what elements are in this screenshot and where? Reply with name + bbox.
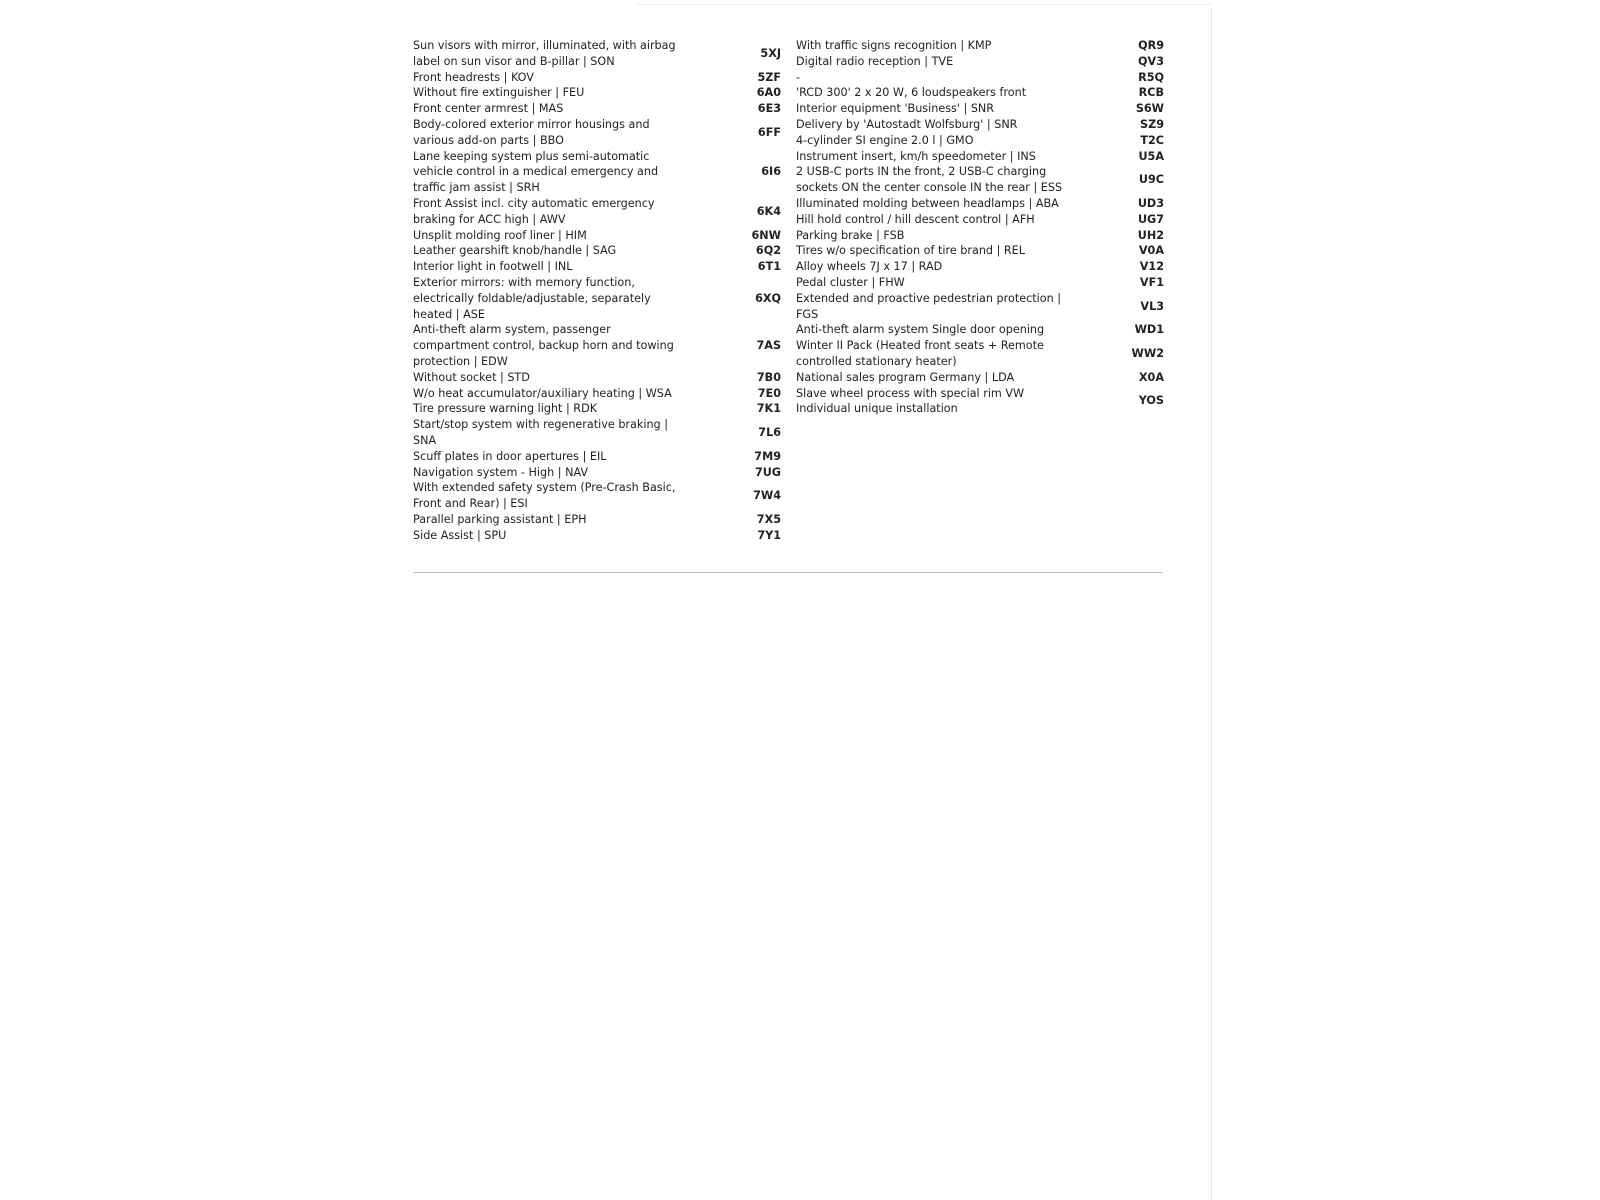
- list-item: [413, 370, 781, 386]
- list-item: [413, 322, 781, 369]
- item-description: W/o heat accumulator/auxiliary heating | WSA: [413, 386, 672, 400]
- item-code: 5XJ: [760, 46, 781, 60]
- item-description: -: [796, 70, 801, 84]
- list-item: [413, 275, 781, 322]
- item-description: Leather gearshift knob/handle | SAG: [413, 244, 617, 258]
- item-code: VF1: [1139, 275, 1164, 289]
- item-description: Parking brake | FSB: [796, 228, 905, 242]
- item-description: Winter II Pack (Heated front seats + Remote controlled stationary heater): [796, 339, 1044, 368]
- list-item: [413, 149, 781, 196]
- list-item: [413, 70, 781, 86]
- item-code: 7AS: [756, 339, 781, 353]
- item-description: Start/stop system with regenerative braking | SNA: [413, 418, 668, 447]
- item-description: Instrument insert, km/h speedometer | INS: [796, 149, 1036, 163]
- item-code: 7B0: [756, 370, 781, 384]
- item-code: 7E0: [757, 386, 781, 400]
- item-code: T2C: [1140, 133, 1164, 147]
- list-item: [796, 322, 1164, 338]
- item-code: V12: [1139, 260, 1164, 274]
- equipment-list-right: [796, 38, 1164, 417]
- item-description: Digital radio reception | TVE: [796, 54, 954, 68]
- item-code: U9C: [1138, 173, 1164, 187]
- item-description: Slave wheel process with special rim VW Individual unique installation: [796, 386, 1025, 416]
- page-right-edge: [1211, 8, 1212, 1200]
- item-code: 7X5: [756, 512, 781, 526]
- item-code: 7UG: [754, 465, 781, 479]
- list-item: [413, 196, 781, 228]
- list-item: [796, 338, 1164, 370]
- item-code: 7M9: [754, 449, 781, 463]
- list-item: [796, 117, 1164, 133]
- list-item: [796, 164, 1164, 196]
- item-code: VL3: [1140, 299, 1164, 313]
- item-description: Body-colored exterior mirror housings and various add-on parts | BBO: [413, 117, 650, 147]
- item-code: V0A: [1138, 244, 1164, 258]
- item-description: Anti-theft alarm system, passenger compartment control, backup horn and towing protection | EDW: [413, 323, 674, 368]
- item-description: Front Assist incl. city automatic emergency braking for ACC high | AWV: [413, 196, 655, 226]
- list-item: [413, 512, 781, 528]
- item-description: Scuff plates in door apertures | EIL: [413, 449, 607, 463]
- list-item: [413, 117, 781, 149]
- item-code: 6XQ: [755, 291, 781, 305]
- item-description: 2 USB-C ports IN the front, 2 USB-C charging sockets ON the center console IN the rear | ESS: [796, 165, 1063, 195]
- item-code: UG7: [1137, 212, 1164, 226]
- item-code: YOS: [1138, 394, 1164, 408]
- list-item: [796, 259, 1164, 275]
- item-description: Pedal cluster | FHW: [796, 275, 905, 289]
- item-description: Interior equipment 'Business' | SNR: [796, 102, 995, 116]
- item-description: Exterior mirrors: with memory function, electrically foldable/adjustable, separately heated | ASE: [413, 275, 651, 321]
- item-code: U5A: [1138, 149, 1164, 163]
- item-description: Extended and proactive pedestrian protection | FGS: [796, 291, 1062, 321]
- item-code: 6NW: [751, 228, 781, 242]
- item-code: 6I6: [761, 165, 781, 179]
- item-description: Navigation system - High | NAV: [413, 465, 589, 479]
- item-code: 7W4: [753, 489, 781, 503]
- item-code: 7K1: [756, 402, 781, 416]
- item-code: 6E3: [757, 102, 781, 116]
- item-description: Lane keeping system plus semi-automatic vehicle control in a medical emergency and traffic jam assist | SRH: [413, 149, 659, 195]
- item-description: Side Assist | SPU: [413, 528, 507, 542]
- item-code: UD3: [1137, 196, 1164, 210]
- list-item: [796, 149, 1164, 165]
- item-description: With traffic signs recognition | KMP: [796, 39, 992, 52]
- list-item: [413, 465, 781, 481]
- item-description: Tires w/o specification of tire brand | REL: [796, 244, 1025, 258]
- list-item: [796, 54, 1164, 70]
- list-item: [796, 101, 1164, 117]
- item-description: With extended safety system (Pre-Crash Basic, Front and Rear) | ESI: [413, 481, 676, 511]
- item-description: Delivery by 'Autostadt Wolfsburg' | SNR: [796, 117, 1018, 131]
- item-code: WD1: [1134, 323, 1164, 337]
- item-description: Without socket | STD: [413, 370, 530, 384]
- list-item: [796, 85, 1164, 101]
- item-description: Interior light in footwell | INL: [413, 260, 573, 274]
- list-item: [796, 133, 1164, 149]
- list-item: [796, 70, 1164, 86]
- divider: [413, 572, 1163, 573]
- item-description: Alloy wheels 7J x 17 | RAD: [796, 260, 943, 274]
- list-item: [413, 101, 781, 117]
- list-item: [413, 449, 781, 465]
- item-description: Hill hold control / hill descent control | AFH: [796, 212, 1035, 226]
- list-item: [413, 417, 781, 449]
- list-item: [796, 243, 1164, 259]
- list-item: [796, 370, 1164, 386]
- item-code: QR9: [1138, 39, 1164, 52]
- item-code: S6W: [1135, 102, 1164, 116]
- item-code: UH2: [1137, 228, 1164, 242]
- page-top-edge: [636, 4, 1212, 5]
- list-item: [796, 212, 1164, 228]
- item-code: 5ZF: [757, 70, 781, 84]
- item-code: 6T1: [757, 260, 781, 274]
- list-item: [796, 196, 1164, 212]
- list-item: [413, 85, 781, 101]
- item-description: Front center armrest | MAS: [413, 102, 564, 116]
- list-item: [413, 228, 781, 244]
- list-item: [796, 38, 1164, 54]
- item-description: Unsplit molding roof liner | HIM: [413, 228, 587, 242]
- item-code: X0A: [1138, 370, 1164, 384]
- item-description: 'RCD 300' 2 x 20 W, 6 loudspeakers front: [796, 86, 1027, 100]
- item-description: Front headrests | KOV: [413, 70, 534, 84]
- item-code: SZ9: [1140, 117, 1164, 131]
- item-description: Sun visors with mirror, illuminated, with airbag label on sun visor and B-pillar | SON: [413, 39, 676, 68]
- item-code: 6K4: [756, 204, 781, 218]
- equipment-list-left: [413, 38, 781, 544]
- item-code: 6A0: [756, 86, 781, 100]
- list-item: [796, 386, 1164, 418]
- list-item: [413, 386, 781, 402]
- list-item: [796, 291, 1164, 323]
- item-description: Parallel parking assistant | EPH: [413, 512, 587, 526]
- item-code: WW2: [1131, 347, 1164, 361]
- list-item: [796, 228, 1164, 244]
- list-item: [796, 275, 1164, 291]
- item-code: R5Q: [1138, 70, 1164, 84]
- list-item: [413, 480, 781, 512]
- item-code: 7L6: [758, 426, 781, 440]
- list-item: [413, 38, 781, 70]
- list-item: [413, 528, 781, 544]
- list-item: [413, 259, 781, 275]
- item-description: Illuminated molding between headlamps | ABA: [796, 196, 1059, 210]
- list-item: [413, 401, 781, 417]
- item-code: QV3: [1138, 54, 1164, 68]
- item-description: Without fire extinguisher | FEU: [413, 86, 585, 100]
- list-item: [413, 243, 781, 259]
- item-code: 7Y1: [757, 528, 781, 542]
- item-code: 6Q2: [755, 244, 781, 258]
- item-description: 4-cylinder SI engine 2.0 l | GMO: [796, 133, 974, 147]
- item-code: RCB: [1138, 86, 1164, 100]
- item-description: Anti-theft alarm system Single door opening: [796, 323, 1045, 337]
- item-code: 6FF: [757, 125, 781, 139]
- item-description: Tire pressure warning light | RDK: [413, 402, 598, 416]
- item-description: National sales program Germany | LDA: [796, 370, 1015, 384]
